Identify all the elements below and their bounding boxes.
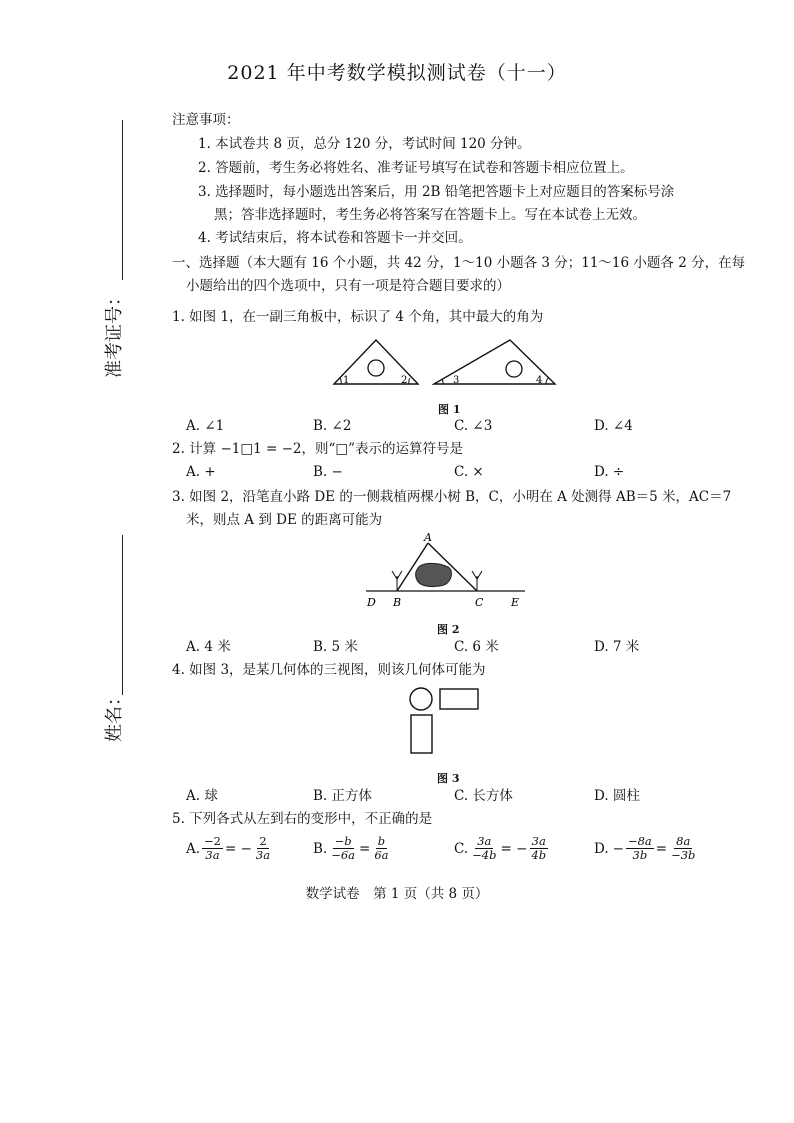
q2-option-c: C. × — [454, 464, 484, 480]
set-square-2-hole — [506, 361, 522, 377]
q3-option-d: D. 7 米 — [594, 639, 640, 655]
q5-d-eq: = — [655, 840, 668, 857]
q4-option-b: B. 正方体 — [313, 788, 373, 804]
q5-option-b — [313, 835, 393, 862]
q3-figure — [360, 530, 530, 610]
notice-heading: 注意事项： — [172, 112, 240, 128]
q1-figure-caption: 图 1 — [438, 403, 461, 416]
notice-item-2: 2. 答题前，考生务必将姓名、准考证号填写在试卷和答题卡相应位置上。 — [198, 160, 634, 176]
q2-stem: 2. 计算 −1□1 = −2，则“□”表示的运算符号是 — [172, 441, 464, 457]
section1-line2: 小题给出的四个选项中，只有一项是符合题目要求的） — [186, 278, 510, 294]
angle-label-3: 3 — [453, 375, 460, 386]
q2-option-d: D. ÷ — [594, 464, 625, 480]
q3-option-c: C. 6 米 — [454, 639, 499, 655]
q5-option-c — [454, 835, 550, 862]
angle-label-2: 2 — [401, 375, 408, 386]
q1-option-a: A. ∠1 — [186, 418, 225, 434]
q3-option-a: A. 4 米 — [186, 639, 231, 655]
point-e: E — [511, 596, 520, 609]
q1-option-b: B. ∠2 — [313, 418, 352, 434]
exam-id-label: 准考证号： — [104, 288, 125, 378]
q5-b-rhs: $\frac{b}{6a}$ — [374, 834, 389, 862]
q5-c-label: C. — [454, 840, 469, 857]
q1-stem: 1. 如图 1，在一副三角板中，标识了 4 个角，其中最大的角为 — [172, 309, 544, 325]
notice-item-4: 4. 考试结束后，将本试卷和答题卡一并交回。 — [198, 230, 472, 246]
point-d: D — [367, 596, 376, 609]
q5-d-rhs: $\frac{8a}{-3b}$ — [671, 834, 696, 862]
q1-figure — [330, 336, 560, 392]
q4-option-d: D. 圆柱 — [594, 788, 640, 804]
q5-c-eq: = − — [500, 840, 528, 857]
exam-title: 2021 年中考数学模拟测试卷（十一） — [227, 62, 567, 84]
q5-c-rhs: $\frac{3a}{4b}$ — [531, 834, 547, 862]
notice-item-3: 3. 选择题时，每小题选出答案后，用 2B 铅笔把答题卡上对应题目的答案标号涂 — [198, 184, 675, 200]
q2-option-a: A. + — [186, 464, 216, 480]
set-square-1-hole — [368, 360, 384, 376]
section1-line1: 一、选择题（本大题有 16 个小题，共 42 分，1～10 小题各 3 分；11～16 小题各 2 分，在每 — [172, 255, 746, 271]
exam-id-line — [122, 120, 123, 280]
q5-stem: 5. 下列各式从左到右的变形中，不正确的是 — [172, 811, 433, 827]
q5-option-d — [594, 835, 699, 862]
point-b: B — [393, 596, 402, 609]
q4-figure — [406, 685, 482, 757]
name-label: 姓名： — [104, 688, 125, 742]
q5-c-lhs: $\frac{3a}{-4b}$ — [472, 834, 497, 862]
q4-option-c: C. 长方体 — [454, 788, 513, 804]
q5-d-lhs: $\frac{-8a}{3b}$ — [627, 834, 652, 862]
point-c: C — [475, 596, 484, 609]
q5-a-lhs: $\frac{-2}{3a}$ — [204, 834, 221, 862]
q3-option-b: B. 5 米 — [313, 639, 358, 655]
q5-b-label: B. — [313, 840, 328, 857]
q3-figure-caption: 图 2 — [437, 623, 460, 636]
q5-b-lhs: $\frac{-b}{-6a}$ — [331, 834, 356, 862]
q5-a-eq: = − — [225, 840, 252, 857]
front-view-circle — [410, 688, 432, 710]
q4-option-a: A. 球 — [186, 788, 218, 804]
q3-stem-line2: 米，则点 A 到 DE 的距离可能为 — [186, 512, 383, 528]
q1-option-c: C. ∠3 — [454, 418, 493, 434]
q5-d-label: D. — [594, 840, 609, 857]
q5-b-eq: = — [359, 840, 371, 857]
angle-label-1: 1 — [343, 375, 350, 386]
q4-stem: 4. 如图 3，是某几何体的三视图，则该几何体可能为 — [172, 662, 486, 678]
page-footer: 数学试卷 第 1 页（共 8 页） — [305, 886, 489, 902]
notice-item-1: 1. 本试卷共 8 页，总分 120 分，考试时间 120 分钟。 — [198, 136, 531, 152]
q3-stem-line1: 3. 如图 2，沿笔直小路 DE 的一侧栽植两棵小树 B，C，小明在 A 处测得 AB＝5 米，AC＝7 — [172, 489, 732, 505]
q5-a-label: A. — [186, 840, 201, 857]
q5-d-pre: − — [612, 840, 624, 857]
q4-figure-caption: 图 3 — [437, 772, 460, 785]
point-a: A — [424, 531, 432, 544]
name-line — [122, 535, 123, 695]
notice-item-3-cont: 黑；答非选择题时，考生务必将答案写在答题卡上。写在本试卷上无效。 — [214, 207, 646, 223]
side-view-rect — [440, 689, 478, 709]
q5-option-a — [186, 835, 274, 862]
q1-option-d: D. ∠4 — [594, 418, 633, 434]
angle-label-4: 4 — [536, 375, 543, 386]
q5-a-rhs: $\frac{2}{3a}$ — [255, 834, 271, 862]
q2-option-b: B. − — [313, 464, 343, 480]
rock — [416, 563, 452, 586]
top-view-rect — [411, 715, 432, 753]
